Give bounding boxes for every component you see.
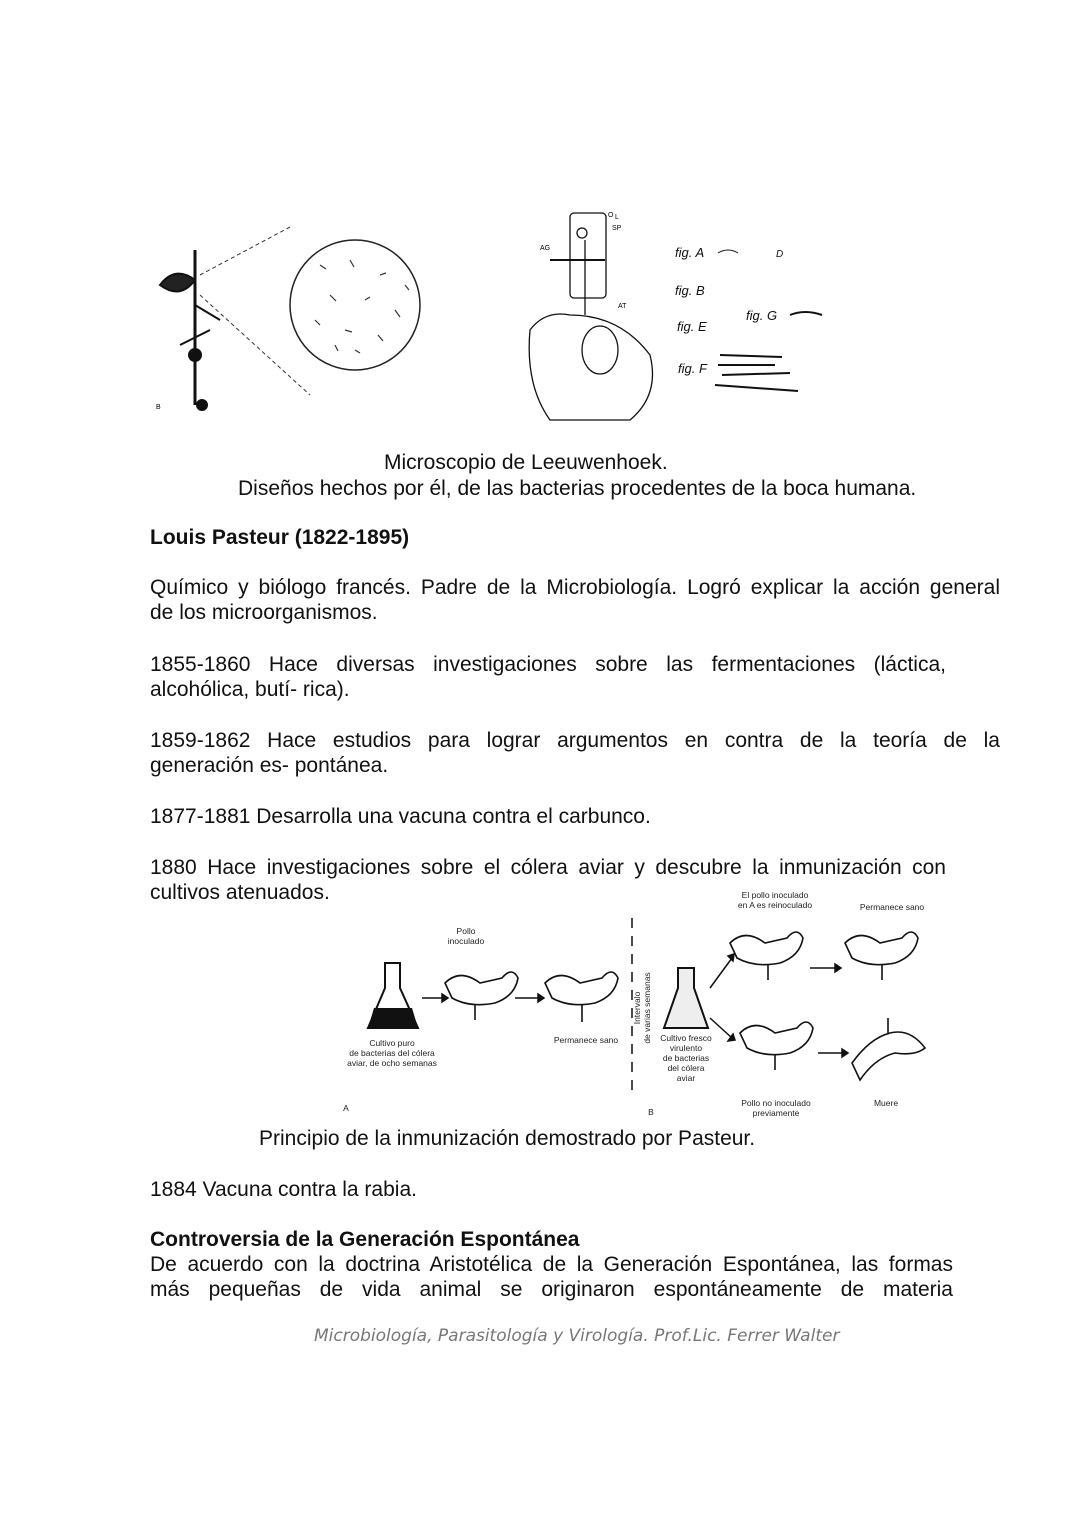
label-cultivo-fresco-4: del cólera: [667, 1063, 705, 1073]
label-no-inoculado-2: previamente: [752, 1108, 800, 1118]
label-cultivo-fresco-2: virulento: [669, 1043, 703, 1053]
chicken-reinoculated: [730, 932, 803, 965]
pasteur-intro-line1: Químico y biólogo francés. Padre de la Microbiología. Logró explicar la acción general: [150, 576, 1000, 599]
immunization-diagram: [330, 888, 960, 1123]
chicken-sano-b: [845, 932, 918, 965]
label-no-inoculado-1: Pollo no inoculado: [741, 1098, 811, 1108]
fig-d-label: D: [776, 249, 784, 260]
fig-g-label: fig. G: [746, 308, 778, 323]
device-label-o: O: [608, 212, 614, 219]
label-panel-a: A: [343, 1103, 349, 1113]
bacteria-marks: [315, 260, 409, 353]
event-1880-line1: 1880 Hace investigaciones sobre el cólera aviar y descubre la inmunización con: [150, 856, 946, 879]
fig-b-label: fig. B: [675, 283, 705, 298]
label-cultivo-puro-3: aviar, de ocho semanas: [347, 1058, 437, 1068]
pasteur-heading: Louis Pasteur (1822-1895): [150, 526, 410, 549]
label-cultivo-fresco-3: de bacterias: [662, 1053, 710, 1063]
event-1877: 1877-1881 Desarrolla una vacuna contra el carbunco.: [150, 805, 651, 828]
label-intervalo-1: Intervalo: [632, 991, 642, 1025]
microscope-drawing: [160, 250, 220, 410]
device-label-at: AT: [618, 303, 627, 310]
figure1-caption-line1: Microscopio de Leeuwenhoek.: [384, 451, 668, 474]
chicken-sano-a: [545, 972, 618, 1005]
pasteur-intro-line2: de los microorganismos.: [150, 601, 378, 624]
label-panel-b: B: [648, 1107, 654, 1117]
chicken-inoculated: [445, 972, 518, 1005]
label-pollo-inoculado-1: Pollo: [456, 926, 476, 936]
label-reinoculado-1: El pollo inoculado: [741, 890, 809, 900]
fig-a-label: fig. A: [675, 245, 705, 260]
device-label-ag: AG: [540, 245, 551, 252]
label-muere: Muere: [873, 1098, 899, 1108]
event-1884: 1884 Vacuna contra la rabia.: [150, 1178, 417, 1201]
label-cultivo-puro-1: Cultivo puro: [369, 1038, 415, 1048]
chicken-dead: [852, 1032, 925, 1080]
controversia-line2: más pequeñas de vida animal se originaron espontáneamente de materia: [150, 1278, 953, 1301]
label-cultivo-fresco-1: Cultivo fresco: [660, 1033, 712, 1043]
event-1880-line2: cultivos atenuados.: [150, 881, 330, 904]
event-1859-line1: 1859-1862 Hace estudios para lograr argumentos en contra de la teoría de la: [150, 729, 1000, 752]
fig1-left-label: B: [156, 404, 161, 411]
label-pollo-inoculado-2: inoculado: [447, 936, 485, 946]
label-cultivo-puro-2: de bacterias del cólera: [349, 1048, 435, 1058]
fig-e-label: fig. E: [677, 319, 707, 334]
label-intervalo-2: de varias semanas: [642, 972, 652, 1044]
flask-a-culture: [368, 1008, 418, 1028]
label-permanece-sano-b: Permanece sano: [859, 902, 925, 912]
event-1855-line2: alcohólica, butí- rica).: [150, 678, 350, 701]
fig-f-label: fig. F: [678, 361, 707, 376]
chicken-not-inoculated: [740, 1022, 813, 1055]
event-1859-line2: generación es- pontánea.: [150, 754, 389, 777]
device-label-sp: SP: [612, 225, 622, 232]
label-reinoculado-2: en A es reinoculado: [737, 900, 813, 910]
event-1855-line1: 1855-1860 Hace diversas investigaciones sobre las fermentaciones (láctica,: [150, 653, 946, 676]
bacteria-figures: [675, 245, 822, 391]
controversia-line1: De acuerdo con la doctrina Aristotélica de la Generación Espontánea, las formas: [150, 1253, 953, 1276]
figure2-caption: Principio de la inmunización demostrado por Pasteur.: [259, 1127, 756, 1150]
figure1-caption-line2: Diseños hechos por él, de las bacterias procedentes de la boca humana.: [238, 477, 917, 500]
label-cultivo-fresco-5: aviar: [676, 1073, 696, 1083]
flask-b: [664, 968, 708, 1028]
label-permanece-sano-a: Permanece sano: [553, 1035, 619, 1045]
page-footer: Microbiología, Parasitología y Virología. Prof.Lic. Ferrer Walter: [314, 1326, 840, 1346]
device-label-l: L: [615, 214, 619, 221]
leeuwenhoek-figure: [150, 205, 850, 430]
controversia-heading: Controversia de la Generación Espontánea: [150, 1228, 580, 1251]
